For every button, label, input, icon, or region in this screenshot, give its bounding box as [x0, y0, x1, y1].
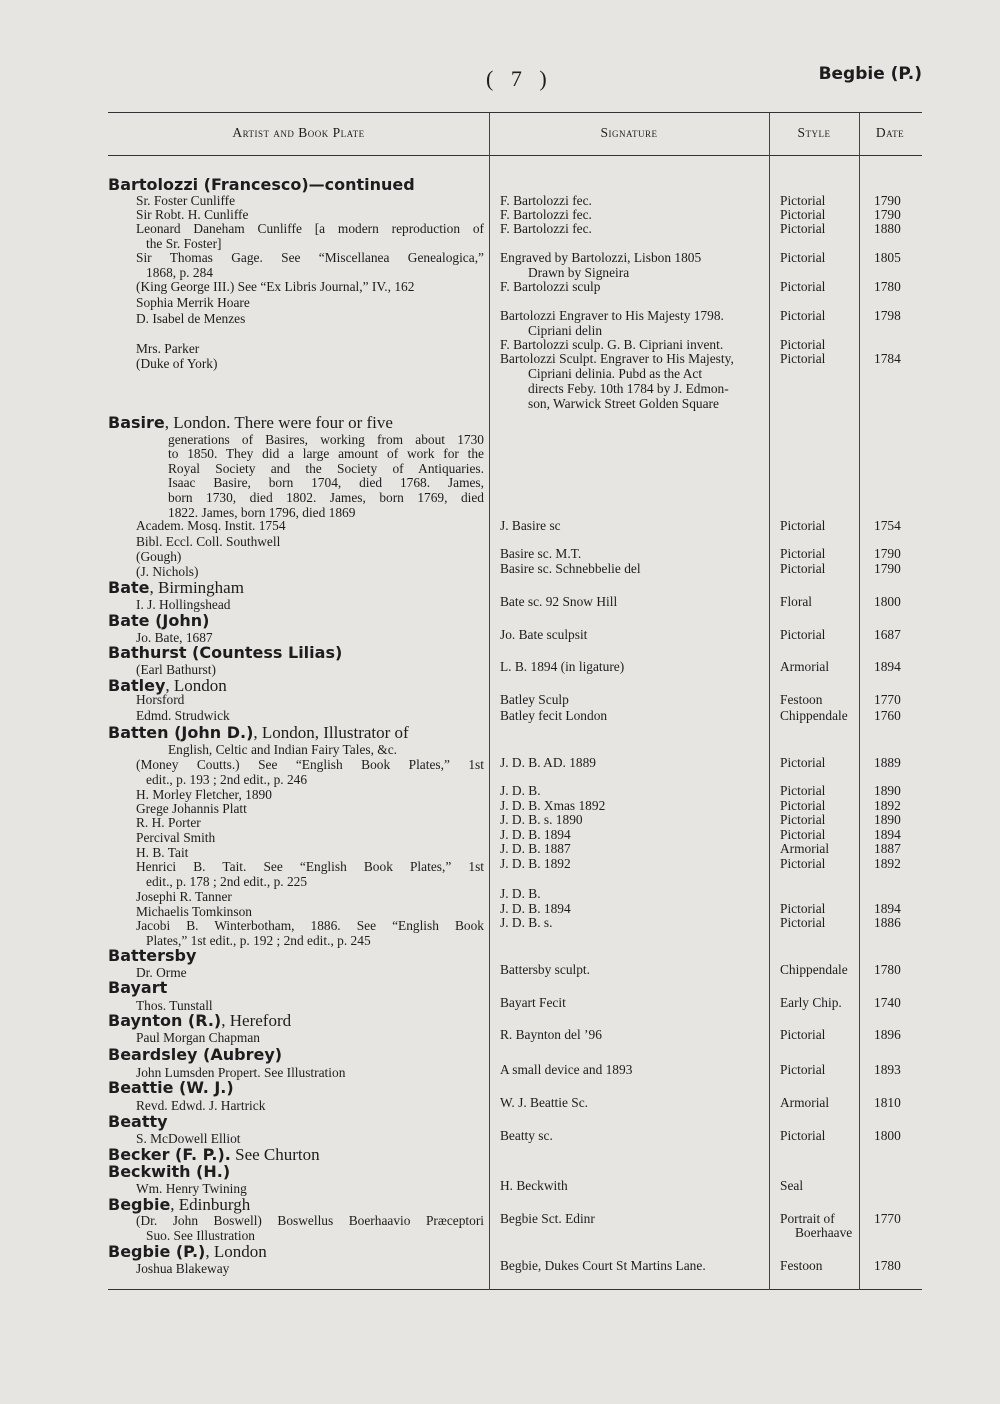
signature-cell: J. D. B.	[500, 783, 541, 798]
signature-cell: Engraved by Bartolozzi, Lisbon 1805	[500, 250, 702, 265]
date-cell: 1892	[874, 798, 901, 813]
date-cell: 1896	[874, 1027, 901, 1042]
artist-name: Battersby	[108, 946, 197, 965]
artist-location: , Hereford	[221, 1011, 292, 1030]
style-cell: Pictorial	[780, 798, 826, 813]
artist-name: Becker (F. P.).	[108, 1145, 231, 1164]
signature-cell: F. Bartolozzi fec.	[500, 221, 592, 236]
date-cell: 1770	[874, 692, 901, 707]
book-plate-owner: generations of Basires, working from about 1730	[168, 432, 484, 447]
signature-cell: Batley Sculp	[500, 692, 569, 707]
book-plate-owner: 1868, p. 284	[146, 265, 213, 280]
book-plate-owner: (Money Coutts.) See “English Book Plates,” 1st	[136, 757, 484, 772]
artist-location: , London, Illustrator of	[253, 723, 409, 742]
book-plate-owner: H. B. Tait	[136, 845, 189, 860]
signature-cell: J. D. B. s.	[500, 915, 553, 930]
artist-heading	[108, 611, 209, 630]
book-plate-owner: D. Isabel de Menzes	[136, 311, 246, 326]
signature-cell: Cipriani delin	[528, 323, 603, 338]
running-head: Begbie (P.)	[818, 64, 922, 84]
artist-heading	[108, 1112, 168, 1131]
book-plate-owner: R. H. Porter	[136, 815, 201, 830]
style-cell: Pictorial	[780, 518, 826, 533]
signature-cell: Beatty sc.	[500, 1128, 553, 1143]
artist-name: Baynton (R.)	[108, 1011, 222, 1030]
signature-cell: A small device and 1893	[500, 1062, 633, 1077]
artist-name: Bartolozzi (Francesco)—continued	[108, 175, 415, 194]
artist-name: Beardsley (Aubrey)	[108, 1045, 283, 1064]
book-plate-owner: Bibl. Eccl. Coll. Southwell	[136, 534, 281, 549]
date-cell: 1894	[874, 901, 901, 916]
book-plate-owner: Wm. Henry Twining	[136, 1181, 247, 1196]
date-cell: 1890	[874, 783, 901, 798]
date-cell: 1687	[874, 627, 901, 642]
date-cell: 1780	[874, 962, 901, 977]
book-plate-owner: Sophia Merrik Hoare	[136, 295, 250, 310]
signature-cell: Batley fecit London	[500, 708, 608, 723]
artist-name: Batley	[108, 676, 166, 695]
style-cell: Pictorial	[780, 250, 826, 265]
column-header-signature: Signature	[600, 125, 658, 140]
book-plate-owner: Horsford	[136, 692, 185, 707]
artist-location: See Churton	[230, 1145, 320, 1164]
column-header-style: Style	[797, 125, 831, 140]
date-cell: 1880	[874, 221, 901, 236]
style-cell: Seal	[780, 1178, 804, 1193]
date-cell: 1886	[874, 915, 901, 930]
style-cell: Armorial	[780, 659, 830, 674]
book-plate-owner: I. J. Hollingshead	[136, 597, 231, 612]
column-header-artist: Artist and Book Plate	[232, 125, 365, 140]
signature-cell: directs Feby. 10th 1784 by J. Edmon-	[528, 381, 729, 396]
signature-cell: Drawn by Signeira	[528, 265, 630, 280]
style-cell: Armorial	[780, 841, 830, 856]
book-plate-owner: 1822. James, born 1796, died 1869	[168, 505, 356, 520]
style-cell: Portrait of	[780, 1211, 835, 1226]
artist-name: Beckwith (H.)	[108, 1162, 231, 1181]
signature-cell: Cipriani delinia. Pubd as the Act	[528, 366, 703, 381]
artist-name: Beatty	[108, 1112, 168, 1131]
date-cell: 1780	[874, 279, 901, 294]
artist-name: Begbie	[108, 1195, 171, 1214]
signature-cell: J. D. B. 1892	[500, 856, 571, 871]
book-plate-owner: English, Celtic and Indian Fairy Tales, &c.	[168, 742, 398, 757]
date-cell: 1790	[874, 561, 901, 576]
signature-cell: Bayart Fecit	[500, 995, 566, 1010]
book-plate-owner: Sir Robt. H. Cunliffe	[136, 207, 249, 222]
book-plate-owner: born 1730, died 1802. James, born 1769, died	[168, 490, 484, 505]
artist-name: Begbie (P.)	[108, 1242, 206, 1261]
book-plate-owner: Paul Morgan Chapman	[136, 1030, 260, 1045]
date-cell: 1780	[874, 1258, 901, 1273]
book-plate-owner: (Earl Bathurst)	[136, 662, 216, 677]
date-cell: 1798	[874, 308, 901, 323]
signature-cell: Basire sc. M.T.	[500, 546, 582, 561]
date-cell: 1790	[874, 546, 901, 561]
artist-name: Bate	[108, 578, 150, 597]
artist-name: Bate (John)	[108, 611, 210, 630]
artist-heading	[108, 1078, 234, 1097]
book-plate-owner: Academ. Mosq. Instit. 1754	[136, 518, 286, 533]
artist-location: , London	[165, 676, 227, 695]
signature-cell: Jo. Bate sculpsit	[500, 627, 588, 642]
style-cell: Pictorial	[780, 856, 826, 871]
style-cell: Pictorial	[780, 561, 826, 576]
signature-cell: J. D. B. Xmas 1892	[500, 798, 606, 813]
date-cell: 1890	[874, 812, 901, 827]
signature-cell: Bartolozzi Sculpt. Engraver to His Majesty,	[500, 351, 734, 366]
date-cell: 1740	[874, 995, 901, 1010]
artist-name: Batten (John D.)	[108, 723, 254, 742]
style-cell: Pictorial	[780, 221, 826, 236]
book-plate-owner: (Gough)	[136, 549, 182, 564]
signature-cell: F. Bartolozzi fec.	[500, 207, 592, 222]
date-cell: 1893	[874, 1062, 901, 1077]
date-cell: 1800	[874, 1128, 901, 1143]
book-plate-owner: Sir Thomas Gage. See “Miscellanea Genealogica,”	[136, 250, 484, 265]
book-plate-owner: Sr. Foster Cunliffe	[136, 193, 236, 208]
style-cell: Pictorial	[780, 827, 826, 842]
style-cell: Early Chip.	[780, 995, 842, 1010]
book-plate-owner: the Sr. Foster]	[146, 236, 222, 251]
book-plate-owner: Royal Society and the Society of Antiquaries.	[168, 461, 484, 476]
signature-cell: L. B. 1894 (in ligature)	[500, 659, 625, 674]
book-plate-owner: Joshua Blakeway	[136, 1261, 230, 1276]
column-header-date: Date	[875, 125, 905, 140]
artist-name: Beattie (W. J.)	[108, 1078, 234, 1097]
signature-cell: H. Beckwith	[500, 1178, 568, 1193]
date-cell: 1894	[874, 827, 901, 842]
artist-heading	[108, 1195, 250, 1214]
book-plate-owner: Josephi R. Tanner	[136, 889, 232, 904]
style-cell: Chippendale	[780, 962, 848, 977]
book-plate-owner: to 1850. They did a large amount of work for the	[168, 446, 484, 461]
book-plate-owner: Michaelis Tomkinson	[136, 904, 252, 919]
style-cell: Pictorial	[780, 546, 826, 561]
style-cell: Pictorial	[780, 193, 826, 208]
book-plate-owner: Grege Johannis Platt	[136, 801, 247, 816]
book-plate-owner: John Lumsden Propert. See Illustration	[136, 1065, 346, 1080]
date-cell: 1805	[874, 250, 901, 265]
book-plate-owner: Jacobi B. Winterbotham, 1886. See “English Book	[136, 918, 484, 933]
signature-cell: son, Warwick Street Golden Square	[528, 396, 719, 411]
style-cell: Pictorial	[780, 1027, 826, 1042]
date-cell: 1894	[874, 659, 901, 674]
signature-cell: J. Basire sc	[500, 518, 561, 533]
signature-cell: J. D. B. AD. 1889	[500, 755, 596, 770]
artist-location: , Birmingham	[149, 578, 244, 597]
book-plate-owner: edit., p. 193 ; 2nd edit., p. 246	[146, 772, 308, 787]
style-cell: Pictorial	[780, 783, 826, 798]
signature-cell: W. J. Beattie Sc.	[500, 1095, 589, 1110]
artist-heading	[108, 643, 342, 662]
signature-cell: J. D. B. 1887	[500, 841, 571, 856]
signature-cell: F. Bartolozzi fec.	[500, 193, 592, 208]
style-cell: Boerhaave	[795, 1225, 853, 1240]
artist-name: Basire	[108, 413, 165, 432]
book-plate-owner: edit., p. 178 ; 2nd edit., p. 225	[146, 874, 308, 889]
artist-name: Bayart	[108, 978, 168, 997]
date-cell: 1790	[874, 193, 901, 208]
book-plate-owner: Suo. See Illustration	[146, 1228, 255, 1243]
signature-cell: J. D. B. 1894	[500, 901, 571, 916]
date-cell: 1892	[874, 856, 901, 871]
signature-cell: J. D. B. s. 1890	[500, 812, 583, 827]
book-plate-owner: H. Morley Fletcher, 1890	[136, 787, 272, 802]
date-cell: 1770	[874, 1211, 901, 1226]
page-number: ( 7 )	[486, 66, 553, 91]
artist-heading	[108, 1045, 282, 1064]
date-cell: 1800	[874, 594, 901, 609]
artist-heading	[108, 578, 244, 597]
signature-cell: Bate sc. 92 Snow Hill	[500, 594, 618, 609]
signature-cell: J. D. B.	[500, 886, 541, 901]
style-cell: Pictorial	[780, 812, 826, 827]
artist-heading	[108, 946, 196, 965]
artist-heading	[108, 1242, 267, 1261]
style-cell: Pictorial	[780, 337, 826, 352]
signature-cell: Bartolozzi Engraver to His Majesty 1798.	[500, 308, 724, 323]
book-plate-owner: Henrici B. Tait. See “English Book Plates,” 1st	[136, 859, 484, 874]
book-plate-owner: Percival Smith	[136, 830, 216, 845]
style-cell: Pictorial	[780, 627, 826, 642]
style-cell: Pictorial	[780, 279, 826, 294]
date-cell: 1810	[874, 1095, 901, 1110]
book-plate-owner: Edmd. Strudwick	[136, 708, 230, 723]
book-plate-owner: Jo. Bate, 1687	[136, 630, 213, 645]
signature-cell: R. Baynton del ’96	[500, 1027, 602, 1042]
book-plate-owner: Leonard Daneham Cunliffe [a modern reproduction of	[136, 221, 484, 236]
artist-heading	[108, 1162, 230, 1181]
signature-cell: Basire sc. Schnebbelie del	[500, 561, 641, 576]
style-cell: Pictorial	[780, 1062, 826, 1077]
style-cell: Pictorial	[780, 207, 826, 222]
book-plate-owner: (Duke of York)	[136, 356, 218, 371]
book-plate-owner: Isaac Basire, born 1704, died 1768. James,	[168, 475, 484, 490]
date-cell: 1754	[874, 518, 901, 533]
style-cell: Floral	[780, 594, 812, 609]
style-cell: Pictorial	[780, 755, 826, 770]
book-plate-owner: (J. Nichols)	[136, 564, 199, 579]
artist-heading	[108, 1011, 291, 1030]
book-plate-owner: S. McDowell Elliot	[136, 1131, 241, 1146]
book-plate-owner: (King George III.) See “Ex Libris Journal,” IV., 162	[136, 279, 415, 294]
artist-location: , London. There were four or five	[164, 413, 393, 432]
book-plate-owner: Revd. Edwd. J. Hartrick	[136, 1098, 266, 1113]
style-cell: Pictorial	[780, 351, 826, 366]
date-cell: 1889	[874, 755, 901, 770]
book-plate-owner: Mrs. Parker	[136, 341, 200, 356]
artist-heading	[108, 413, 393, 432]
style-cell: Pictorial	[780, 915, 826, 930]
artist-location: , London	[205, 1242, 267, 1261]
artist-heading	[108, 978, 167, 997]
signature-cell: F. Bartolozzi sculp	[500, 279, 601, 294]
book-plate-owner: Thos. Tunstall	[136, 998, 213, 1013]
style-cell: Pictorial	[780, 1128, 826, 1143]
date-cell: 1887	[874, 841, 901, 856]
style-cell: Festoon	[780, 1258, 823, 1273]
artist-location: , Edinburgh	[170, 1195, 251, 1214]
book-plate-owner: (Dr. John Boswell) Boswellus Boerhaavio Præceptori	[136, 1213, 484, 1228]
style-cell: Pictorial	[780, 308, 826, 323]
artist-name: Bathurst (Countess Lilias)	[108, 643, 343, 662]
style-cell: Armorial	[780, 1095, 830, 1110]
artist-heading	[108, 723, 409, 742]
style-cell: Chippendale	[780, 708, 848, 723]
date-cell: 1760	[874, 708, 901, 723]
style-cell: Festoon	[780, 692, 823, 707]
date-cell: 1784	[874, 351, 901, 366]
signature-cell: F. Bartolozzi sculp. G. B. Cipriani invent.	[500, 337, 724, 352]
signature-cell: Begbie Sct. Edinr	[500, 1211, 595, 1226]
signature-cell: Battersby sculpt.	[500, 962, 591, 977]
signature-cell: Begbie, Dukes Court St Martins Lane.	[500, 1258, 706, 1273]
style-cell: Pictorial	[780, 901, 826, 916]
book-plate-owner: Dr. Orme	[136, 965, 187, 980]
book-plate-owner: Plates,” 1st edit., p. 192 ; 2nd edit., p. 245	[146, 933, 371, 948]
artist-heading	[108, 175, 415, 194]
date-cell: 1790	[874, 207, 901, 222]
signature-cell: J. D. B. 1894	[500, 827, 571, 842]
